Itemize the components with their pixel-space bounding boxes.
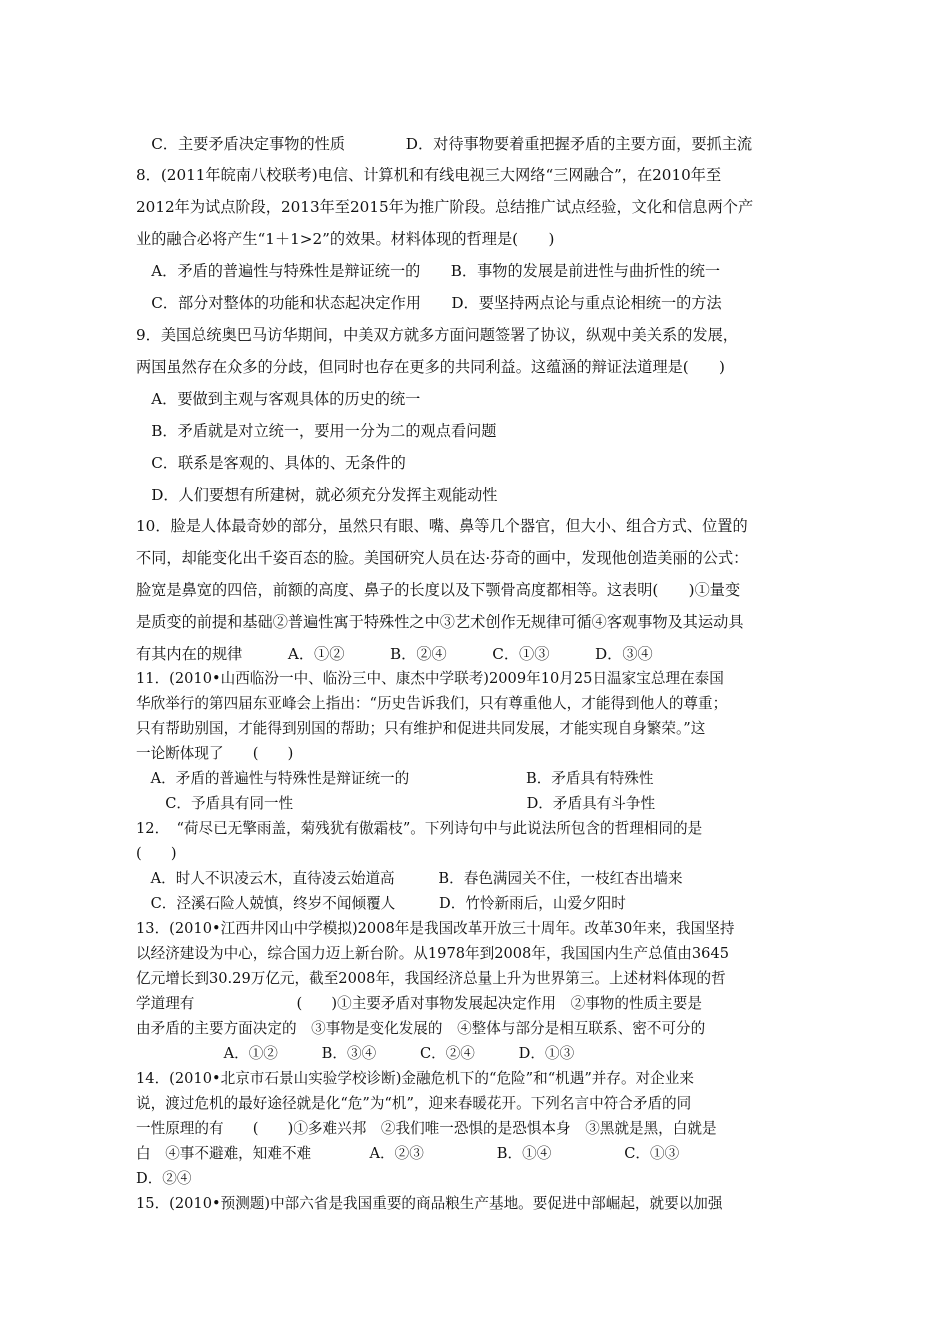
q9-stem-line-2: 两国虽然存在众多的分歧，但同时也存在更多的共同利益。这蕴涵的辩证法道理是( ) [136, 358, 725, 376]
q14-stem-line-2: 说，渡过危机的最好途径就是化“危”为“机”，迎来春暖花开。下列名言中符合矛盾的同 [136, 1095, 692, 1112]
q14-stem-line-4: 白 ④事不避难，知难不难 A．②③ B．①④ C．①③ [136, 1145, 680, 1162]
q11-stem-line-1: 11．(2010•山西临汾一中、临汾三中、康杰中学联考)2009年10月25日温家宝总理在泰国 [136, 670, 724, 687]
q9-option-b: B．矛盾就是对立统一，要用一分为二的观点看问题 [136, 422, 497, 440]
q12-stem-line-2: ( ) [136, 845, 177, 862]
q7-options-cd: C．主要矛盾决定事物的性质 D．对待事物要着重把握矛盾的主要方面，要抓主流 [136, 135, 753, 153]
q11-options-cd: C．予盾具有同一性 D．矛盾具有斗争性 [136, 795, 656, 812]
q10-stem-line-1: 10．脸是人体最奇妙的部分，虽然只有眼、嘴、鼻等几个器官，但大小、组合方式、位置的 [136, 517, 748, 535]
q9-option-a: A．要做到主观与客观具体的历史的统一 [136, 390, 421, 408]
q11-stem-line-4: 一论断体现了 ( ) [136, 745, 294, 762]
q10-stem-line-3: 脸宽是鼻宽的四倍，前额的高度、鼻子的长度以及下颚骨高度都相等。这表明( )①量变 [136, 581, 741, 599]
q13-stem-line-5: 由矛盾的主要方面决定的 ③事物是变化发展的 ④整体与部分是相互联系、密不可分的 [136, 1020, 706, 1037]
q9-option-d: D．人们要想有所建树，就必须充分发挥主观能动性 [136, 486, 498, 504]
q13-stem-line-4: 学道理有 ( )①主要矛盾对事物发展起决定作用 ②事物的性质主要是 [136, 995, 702, 1012]
q14-stem-line-1: 14．(2010•北京市石景山实验学校诊断)金融危机下的“危险”和“机遇”并存。对企业来 [136, 1070, 694, 1087]
q12-stem-line-1: 12． “荷尽已无擎雨盖，菊残犹有傲霜枝”。下列诗句中与此说法所包含的哲理相同的是 [136, 820, 703, 837]
q13-stem-line-1: 13．(2010•江西井冈山中学模拟)2008年是我国改革开放三十周年。改革30年来，我国坚持 [136, 920, 735, 937]
q8-options-ab: A．矛盾的普遍性与特殊性是辩证统一的 B．事物的发展是前进性与曲折性的统一 [136, 262, 721, 280]
q10-stem-line-2: 不同，却能变化出千姿百态的脸。美国研究人员在达·芬奇的画中，发现他创造美丽的公式： [136, 549, 749, 567]
q12-options-cd: C．泾溪石险人兢慎，终岁不闻倾覆人 D．竹怜新雨后，山爱夕阳时 [136, 895, 626, 912]
q9-stem-line-1: 9．美国总统奥巴马访华期间，中美双方就多方面问题签署了协议，纵观中美关系的发展， [136, 326, 738, 344]
q13-stem-line-2: 以经济建设为中心，综合国力迈上新台阶。从1978年到2008年，我国国内生产总值由3645 [136, 945, 730, 962]
q8-options-cd: C．部分对整体的功能和状态起决定作用 D．要坚持两点论与重点论相统一的方法 [136, 294, 722, 312]
q11-options-ab: A．矛盾的普遍性与特殊性是辩证统一的 B．矛盾具有特殊性 [136, 770, 654, 787]
q15-stem-line-1: 15．(2010•预测题)中部六省是我国重要的商品粮生产基地。要促进中部崛起，就要以加强 [136, 1195, 723, 1212]
q9-option-c: C．联系是客观的、具体的、无条件的 [136, 454, 406, 472]
q8-stem-line-2: 2012年为试点阶段，2013年至2015年为推广阶段。总结推广试点经验，文化和信息两个产 [136, 198, 754, 216]
q14-option-d: D．②④ [136, 1170, 192, 1187]
q14-stem-line-3: 一性原理的有 ( )①多难兴邦 ②我们唯一恐惧的是恐惧本身 ③黑就是黑，白就是 [136, 1120, 717, 1137]
q8-stem-line-1: 8．(2011年皖南八校联考)电信、计算机和有线电视三大网络“三网融合”，在2010年至 [136, 166, 722, 184]
q11-stem-line-3: 只有帮助别国，才能得到别国的帮助；只有维护和促进共同发展，才能实现自身繁荣。”这 [136, 720, 706, 737]
q8-stem-line-3: 业的融合必将产生“1＋1>2”的效果。材料体现的哲理是( ) [136, 230, 555, 248]
q11-stem-line-2: 华欣举行的第四届东亚峰会上指出：“历史告诉我们，只有尊重他人，才能得到他人的尊重； [136, 695, 728, 712]
q13-options: A．①② B．③④ C．②④ D．①③ [136, 1045, 575, 1062]
q13-stem-line-3: 亿元增长到30.29万亿元，截至2008年，我国经济总量上升为世界第三。上述材料体现的哲 [136, 970, 726, 987]
q10-options: 有其内在的规律 A．①② B．②④ C．①③ D．③④ [136, 645, 653, 663]
q12-options-ab: A．时人不识凌云木，直待凌云始道高 B．春色满园关不住，一枝红杏出墙来 [136, 870, 683, 887]
q10-stem-line-4: 是质变的前提和基础②普遍性寓于特殊性之中③艺术创作无规律可循④客观事物及其运动具 [136, 613, 744, 631]
